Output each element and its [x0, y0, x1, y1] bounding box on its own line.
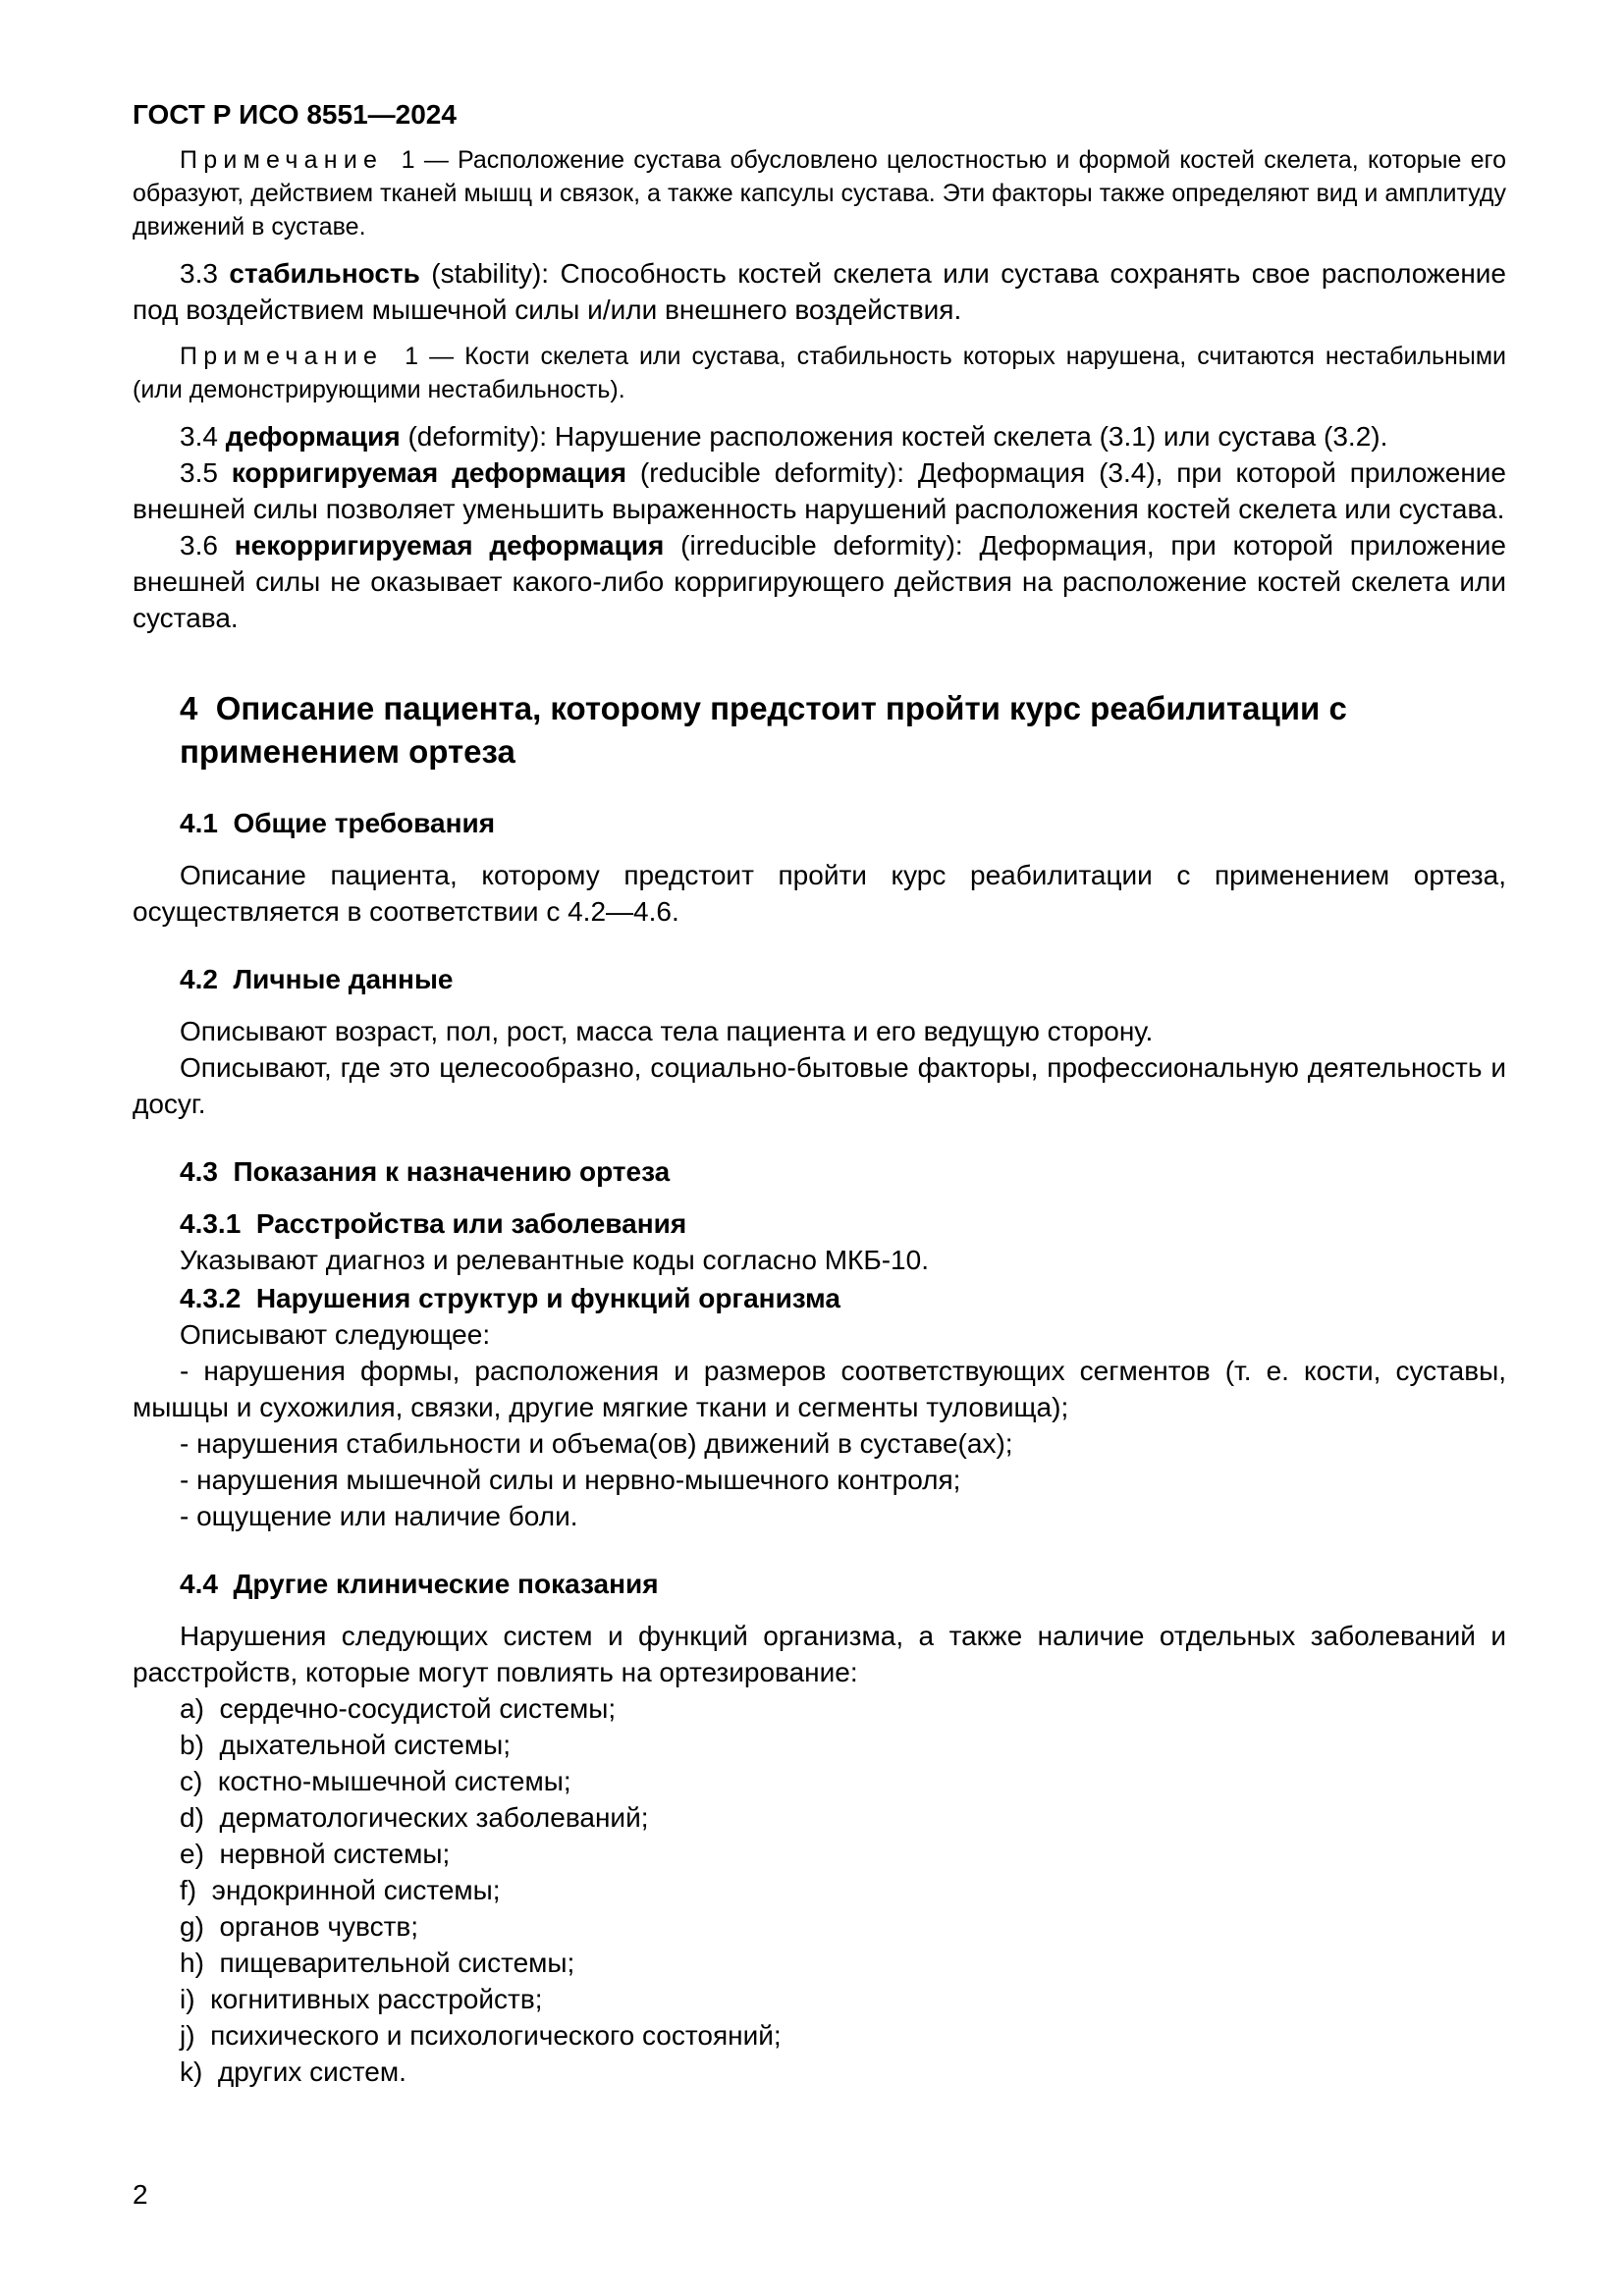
lettered-list-item: j) психического и психологического состояний;	[180, 2020, 782, 2051]
document-content	[133, 143, 1506, 2090]
page-number: 2	[133, 2179, 148, 2210]
subsection-heading: 4.4 Другие клинические показания	[180, 1569, 659, 1599]
term-definition: 3.6 некорригируемая деформация (irreducible deformity): Деформация, при которой приложение внешней силы не оказывает какого-либо корригирующего действия на расположение костей скелета или сустава.	[133, 530, 1506, 633]
body-paragraph: Описывают, где это целесообразно, социально-бытовые факторы, профессиональную деятельность и досуг.	[133, 1052, 1506, 1119]
body-paragraph: Указывают диагноз и релевантные коды согласно МКБ-10.	[180, 1245, 929, 1275]
dash-list-item: - ощущение или наличие боли.	[180, 1501, 578, 1531]
note-label: Примечание	[180, 146, 384, 174]
term-name: корригируемая деформация	[231, 457, 627, 488]
lettered-list-item: g) органов чувств;	[180, 1911, 419, 1942]
note-label: Примечание	[180, 343, 384, 370]
body-paragraph: Описание пациента, которому предстоит пройти курс реабилитации с применением ортеза, осуществляется в соответствии с 4.2—4.6.	[133, 860, 1506, 927]
term-name: деформация	[225, 421, 401, 452]
dash-list-item: - нарушения стабильности и объема(ов) движений в суставе(ах);	[180, 1428, 1013, 1459]
term-name: стабильность	[229, 258, 420, 289]
lettered-list-item: b) дыхательной системы;	[180, 1730, 511, 1760]
term-definition: 3.4 деформация (deformity): Нарушение расположения костей скелета (3.1) или сустава (3.2).	[180, 421, 1388, 452]
lettered-list-item: k) других систем.	[180, 2056, 406, 2087]
lettered-list-item: f) эндокринной системы;	[180, 1875, 501, 1905]
body-paragraph: Нарушения следующих систем и функций организма, а также наличие отдельных заболеваний и расстройств, которые могут повлиять на ортезирование:	[133, 1621, 1506, 1687]
subsubsection-heading: 4.3.2 Нарушения структур и функций организма	[180, 1283, 840, 1313]
running-header: ГОСТ Р ИСО 8551—2024	[133, 99, 457, 130]
dash-list-item: - нарушения мышечной силы и нервно-мышечного контроля;	[180, 1465, 961, 1495]
subsection-heading: 4.2 Личные данные	[180, 964, 454, 994]
subsubsection-heading: 4.3.1 Расстройства или заболевания	[180, 1208, 687, 1239]
dash-list-item: - нарушения формы, расположения и размеров соответствующих сегментов (т. е. кости, суставы, мышцы и сухожилия, связки, другие мягкие ткани и сегменты туловища);	[133, 1356, 1506, 1422]
section-heading: 4 Описание пациента, которому предстоит пройти курс реабилитации с применением ортеза	[180, 690, 1347, 770]
note-paragraph: Примечание 1 — Кости скелета или сустава, стабильность которых нарушена, считаются нестабильными (или демонстрирующими нестабильность).	[133, 343, 1506, 403]
body-paragraph: Описывают возраст, пол, рост, масса тела пациента и его ведущую сторону.	[180, 1016, 1154, 1046]
lettered-list-item: a) сердечно-сосудистой системы;	[180, 1693, 617, 1724]
term-definition: 3.5 корригируемая деформация (reducible deformity): Деформация (3.4), при которой приложение внешней силы позволяет уменьшить выраженность нарушений расположения костей скелета или сустава.	[133, 457, 1507, 524]
term-name: некорригируемая деформация	[234, 530, 665, 561]
term-definition: 3.3 стабильность (stability): Способность костей скелета или сустава сохранять свое расположение под воздействием мышечной силы и/или внешнего воздействия.	[133, 258, 1506, 325]
lettered-list-item: h) пищеварительной системы;	[180, 1948, 575, 1978]
subsection-heading: 4.3 Показания к назначению ортеза	[180, 1156, 671, 1187]
body-paragraph: Описывают следующее:	[180, 1319, 491, 1350]
subsection-heading: 4.1 Общие требования	[180, 808, 496, 838]
lettered-list-item: i) когнитивных расстройств;	[180, 1984, 543, 2014]
note-paragraph: Примечание 1 — Расположение сустава обусловлено целостностью и формой костей скелета, которые его образуют, действием тканей мышц и связок, а также капсулы сустава. Эти факторы также определяют вид и амплитуду движений в суставе.	[133, 146, 1506, 240]
lettered-list-item: d) дерматологических заболеваний;	[180, 1802, 649, 1833]
lettered-list-item: e) нервной системы;	[180, 1839, 451, 1869]
lettered-list-item: c) костно-мышечной системы;	[180, 1766, 571, 1796]
